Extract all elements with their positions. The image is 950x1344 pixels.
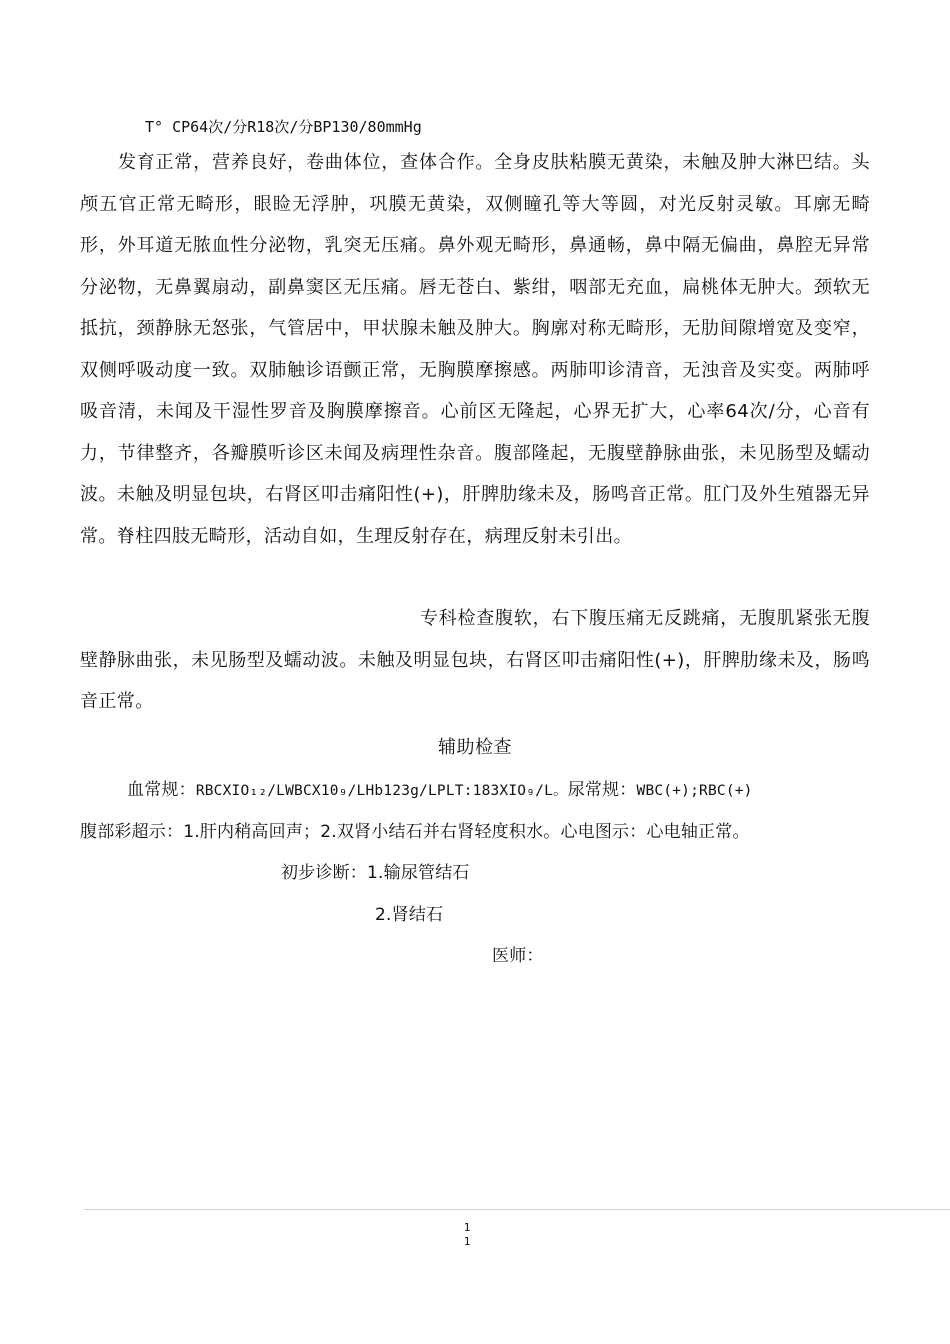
page-number: 1 bbox=[463, 1221, 471, 1234]
imaging-results-line bbox=[80, 817, 750, 842]
lab-results-line bbox=[127, 775, 753, 800]
urine-routine-values: WBC(+);RBC(+) bbox=[636, 783, 753, 799]
footer-divider bbox=[84, 1209, 950, 1210]
diagnosis-item-1: 1.输尿管结石 bbox=[367, 863, 470, 883]
diagnosis-label: 初步诊断： bbox=[281, 863, 367, 883]
doctor-signature-label: 医师： bbox=[492, 946, 544, 966]
specialty-exam-paragraph: 专科检查腹软，右下腹压痛无反跳痛，无腹肌紧张无腹壁静脉曲张，未见肠型及蠕动波。未触及明显包块，右肾区叩击痛阳性(+)，肝脾肋缘未及，肠鸣音正常。 bbox=[80, 608, 870, 712]
vital-signs: T° CP64次/分R18次/分BP130/80mmHg bbox=[145, 118, 422, 136]
preliminary-diagnosis bbox=[281, 858, 470, 883]
ultrasound-label: 腹部彩超示： bbox=[80, 822, 184, 842]
page-number: 1 bbox=[463, 1235, 471, 1248]
urine-routine-label: 尿常规： bbox=[567, 780, 637, 800]
blood-routine-values: RBCXIO₁₂/LWBCX10₉/LHb123g/LPLT:183XIO₉/L。 bbox=[195, 783, 568, 799]
diagnosis-item-2: 2.肾结石 bbox=[375, 905, 444, 925]
auxiliary-exam-heading: 辅助检查 bbox=[438, 737, 512, 758]
blood-routine-label: 血常规： bbox=[127, 780, 196, 800]
ultrasound-findings: 1.肝内稍高回声；2.双肾小结石并右肾轻度积水。 bbox=[183, 822, 561, 842]
physical-exam-paragraph: 发育正常，营养良好，卷曲体位，查体合作。全身皮肤粘膜无黄染，未触及肿大淋巴结。头颅五官正常无畸形，眼睑无浮肿，巩膜无黄染，双侧瞳孔等大等圆，对光反射灵敏。耳廓无畸形，外耳道无脓血性分泌物，乳突无压痛。鼻外观无畸形，鼻通畅，鼻中隔无偏曲，鼻腔无异常分泌物，无鼻翼扇动，副鼻窦区无压痛。唇无苍白、紫绀，咽部无充血，扁桃体无肿大。颈软无抵抗，颈静脉无怒张，气管居中，甲状腺未触及肿大。胸廓对称无畸形，无肋间隙增宽及变窄，双侧呼吸动度一致。双肺触诊语颤正常，无胸膜摩擦感。两肺叩诊清音，无浊音及实变。两肺呼吸音清，未闻及干湿性罗音及胸膜摩擦音。心前区无隆起，心界无扩大，心率64次/分，心音有力，节律整齐，各瓣膜听诊区未闻及病理性杂音。腹部隆起，无腹壁静脉曲张，未见肠型及蠕动波。未触及明显包块，右肾区叩击痛阳性(+)，肝脾肋缘未及，肠鸣音正常。肛门及外生殖器无异常。脊柱四肢无畸形，活动自如，生理反射存在，病理反射未引出。 bbox=[80, 152, 870, 547]
ecg-findings: 心电图示：心电轴正常。 bbox=[560, 822, 750, 842]
